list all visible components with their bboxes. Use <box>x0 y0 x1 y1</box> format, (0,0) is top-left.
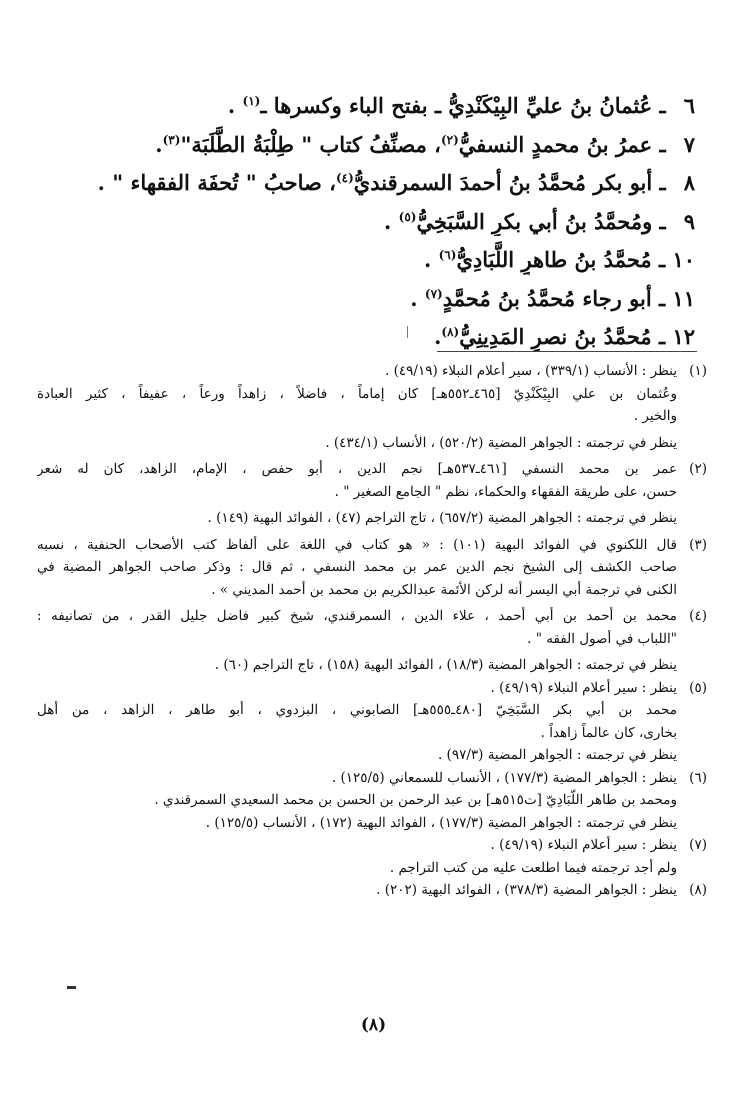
footnote-number: (٣) <box>689 536 707 553</box>
item-text: ـ أبو رجاء مُحمَّدُ بنُ مُحمَّدٍ <box>442 285 666 311</box>
list-item <box>45 275 695 314</box>
item-text-end: . <box>434 324 442 349</box>
footnote-8 <box>37 879 707 902</box>
item-number: ١٠ <box>672 247 695 272</box>
footnote-text: ينظر في ترجمته : الجواهر المضية (١٨/٣) ، الفوائد البهية (١٥٨) ، تاج التراجم (٦٠) . <box>214 657 677 673</box>
footnote-ref[interactable]: (٥) <box>398 209 417 224</box>
footnote-ref[interactable]: (٦) <box>438 248 457 262</box>
footnote-6 <box>37 767 707 835</box>
item-text-end: . <box>384 208 399 234</box>
footnote-ref[interactable]: (٢) <box>440 132 459 147</box>
list-item <box>45 121 695 160</box>
footnote-ref[interactable]: (٣) <box>162 132 181 147</box>
footnote-4 <box>37 605 707 677</box>
item-text: ـ مُحمَّدُ بنُ طاهرٍ اللَّبَادِيُّ <box>456 247 666 272</box>
footnote-text: "اللباب في أصول الفقه " . <box>527 630 677 647</box>
footnote-text: حسن، على طريقة الفقهاء والحكماء، نظم " الجامع الصغير " . <box>334 483 677 500</box>
item-text: ـ عُثمانُ بنُ عليِّ البِيْكَنْدِيُّ ـ بفتح الباء وكسرها ـ <box>260 93 666 118</box>
footnote-5 <box>37 677 707 767</box>
footnote-number: (٦) <box>689 769 707 786</box>
footnote-number: (١) <box>689 363 707 379</box>
footnote-number: (٥) <box>689 679 707 696</box>
item-number: ٧ <box>683 131 695 157</box>
footnote-text: ينظر في ترجمته : الجواهر المضية (٥٢٠/٢) ، الأنساب (٤٣٤/١) . <box>325 434 677 451</box>
footnotes <box>37 360 707 902</box>
main-list <box>45 82 695 352</box>
footnote-separator <box>437 351 697 352</box>
page-number: (٨) <box>360 1015 387 1035</box>
item-number: ٩ <box>683 208 695 234</box>
footnote-text: ينظر : الجواهر المضية (٣٧٨/٣) ، الفوائد البهية (٢٠٢) . <box>376 882 677 898</box>
item-text: ـ أبو بكر مُحمَّدُ بنُ أحمدَ السمرقنديُّ <box>353 170 666 195</box>
footnote-text: ينظر : الجواهر المضية (١٧٧/٣) ، الأنساب للسمعاني (١٢٥/٥) . <box>331 769 677 786</box>
item-text-end: . <box>410 285 425 311</box>
footnote-ref[interactable]: (٨) <box>441 325 460 339</box>
scan-mark <box>67 986 76 989</box>
footnote-text: ينظر في ترجمته : الجواهر المضية (٩٧/٣) . <box>437 747 677 763</box>
footnote-text: محمد بن أحمد بن أبي أحمد ، علاء الدين ، السمرقندي، شيخ كبير فاضل جليل القدر ، من تصانيفه : <box>37 608 677 624</box>
footnote-number: (٢) <box>689 461 707 477</box>
item-text: ـ مُحمَّدُ بنُ نصرٍ المَدِينِيُّ <box>459 324 666 349</box>
footnote-text: والخير . <box>633 408 677 424</box>
footnote-text: الكنى في ترجمة أبي اليسر أنه لركن الأئمة عبدالكريم بن محمد بن أحمد المديني » . <box>211 581 677 598</box>
footnote-ref[interactable]: (٤) <box>335 171 354 185</box>
footnote-text: محمد بن أبي بكر السَّبَخِيّ [٤٨٠ـ٥٥٥هـ] الصابوني ، البزدوي ، أبو طاهر ، الزاهد ، من أهل <box>37 702 677 718</box>
footnote-2 <box>37 458 707 530</box>
footnote-3 <box>37 534 707 602</box>
item-number: ١١ <box>672 285 695 311</box>
footnote-text: ينظر : سير أعلام النبلاء (٤٩/١٩) . <box>490 679 677 696</box>
item-text-end: . <box>155 131 163 157</box>
list-item <box>45 313 695 352</box>
footnote-text: صاحب الكشف إلى الشيخ نجم الدين عمر بن محمد النسفي ، ثم قال : وذكر صاحب الجواهر المضية في <box>37 559 677 575</box>
footnote-text: قال اللكنوي في الفوائد البهية (١٠١) : « هو كتاب في اللغة على ألفاظ كتب الأصحاب الحنفية ، نسبه <box>37 536 677 553</box>
item-number: ٨ <box>683 170 695 195</box>
footnote-number: (٨) <box>689 882 707 898</box>
item-number: ١٢ <box>672 324 695 349</box>
list-item <box>45 82 695 121</box>
item-text: ـ عمرُ بنُ محمدٍ النسفيُّ <box>458 131 666 157</box>
item-text: ، مصنِّفُ كتاب " طِلْبَةُ الطَّلَبَة" <box>180 131 441 157</box>
item-number: ٦ <box>683 93 695 118</box>
footnote-text: ينظر : الأنساب (٣٣٩/١) ، سير أعلام النبلاء (٤٩/١٩) . <box>385 363 677 379</box>
item-text-end: ، صاحبُ " تُحفَة الفقهاء " . <box>97 170 336 195</box>
margin-tick <box>407 326 408 338</box>
footnote-text: ولم أجد ترجمته فيما اطلعت عليه من كتب التراجم . <box>389 859 677 876</box>
footnote-7 <box>37 834 707 879</box>
footnote-number: (٤) <box>689 608 707 624</box>
item-text: ـ ومُحمَّدُ بنُ أبي بكرٍ السَّبَخِيُّ <box>416 208 666 234</box>
footnote-text: ينظر في ترجمته : الجواهر المضية (١٧٧/٣) ، الفوائد البهية (١٧٢) ، الأنساب (١٢٥/٥) . <box>205 814 677 831</box>
item-text-end: . <box>227 93 243 118</box>
item-text-end: . <box>423 247 439 272</box>
footnote-number: (٧) <box>689 837 707 853</box>
footnote-1 <box>37 360 707 454</box>
footnote-ref[interactable]: (١) <box>242 94 261 108</box>
footnote-text: عمر بن محمد النسفي [٤٦١ـ٥٣٧هـ] نجم الدين ، أبو حفص ، الإمام، الزاهد، كان له شعر <box>37 461 677 477</box>
list-item <box>45 159 695 198</box>
footnote-text: ينظر : سير أعلام النبلاء (٤٩/١٩) . <box>490 837 677 853</box>
footnote-text: ينظر في ترجمته : الجواهر المضية (٦٥٧/٢) ، تاج التراجم (٤٧) ، الفوائد البهية (١٤٩) . <box>207 510 677 526</box>
footnote-text: ومحمد بن طاهر اللَّبَادِيّ [ت٥١٥هـ] بن عبد الرحمن بن الحسن بن محمد السعيدي السمرقندي . <box>154 792 677 808</box>
list-item <box>45 236 695 275</box>
footnote-text: وعُثمان بن علي البِيْكَنْدِيّ [٤٦٥ـ٥٥٢هـ] كان إماماً ، فاضلاً ، زاهداً ورعاً ، عفيفاً ، كثير العبادة <box>37 385 677 402</box>
footnote-ref[interactable]: (٧) <box>424 286 443 301</box>
list-item <box>45 198 695 237</box>
footnote-text: بخارى، كان عالماً زاهداً . <box>540 724 677 741</box>
